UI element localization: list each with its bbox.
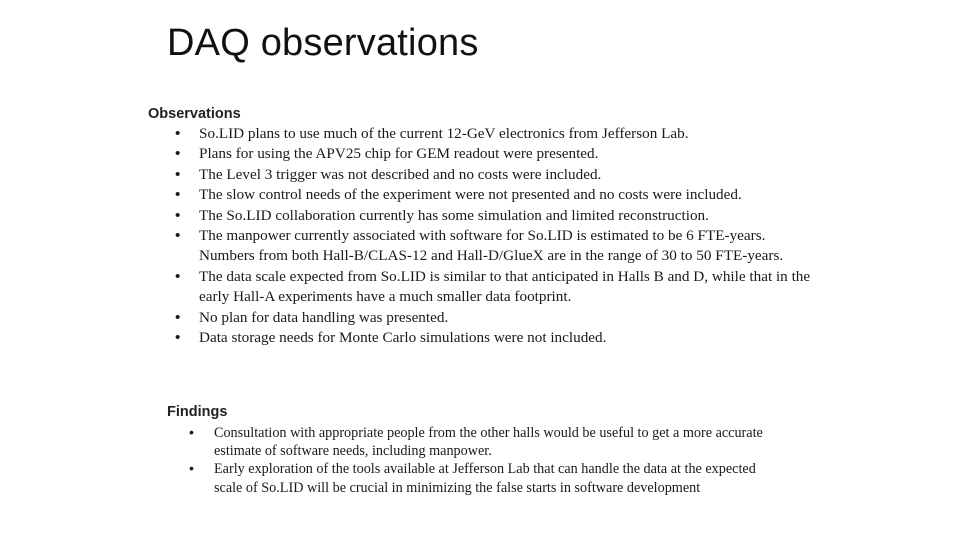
findings-list — [189, 424, 769, 497]
observation-item: • No plan for data handling was presented. — [175, 308, 815, 328]
observation-item: • Data storage needs for Monte Carlo simulations were not included. — [175, 328, 815, 348]
observation-item: • The data scale expected from So.LID is similar to that anticipated in Halls B and D, while that in the early Hall-A experiments have a much smaller data footprint. — [175, 267, 815, 308]
finding-item: • Early exploration of the tools available at Jefferson Lab that can handle the data at the expected scale of So.LID will be crucial in minimizing the false starts in software development — [189, 460, 769, 496]
observation-item: • The slow control needs of the experiment were not presented and no costs were included. — [175, 185, 815, 205]
observation-item: • The manpower currently associated with software for So.LID is estimated to be 6 FTE-years. Numbers from both Hall-B/CLAS-12 and Hall-D/GlueX are in the range of 30 to 50 FTE-years. — [175, 226, 815, 267]
findings-heading: Findings — [167, 404, 228, 420]
observation-item: • Plans for using the APV25 chip for GEM readout were presented. — [175, 144, 815, 164]
finding-item: • Consultation with appropriate people from the other halls would be useful to get a more accurate estimate of software needs, including manpower. — [189, 424, 769, 460]
observations-list — [175, 124, 815, 348]
slide-title: DAQ observations — [167, 22, 479, 64]
observation-item: • The So.LID collaboration currently has some simulation and limited reconstruction. — [175, 206, 815, 226]
observation-item: • So.LID plans to use much of the current 12-GeV electronics from Jefferson Lab. — [175, 124, 815, 144]
observations-heading: Observations — [148, 106, 241, 122]
observation-item: • The Level 3 trigger was not described and no costs were included. — [175, 165, 815, 185]
